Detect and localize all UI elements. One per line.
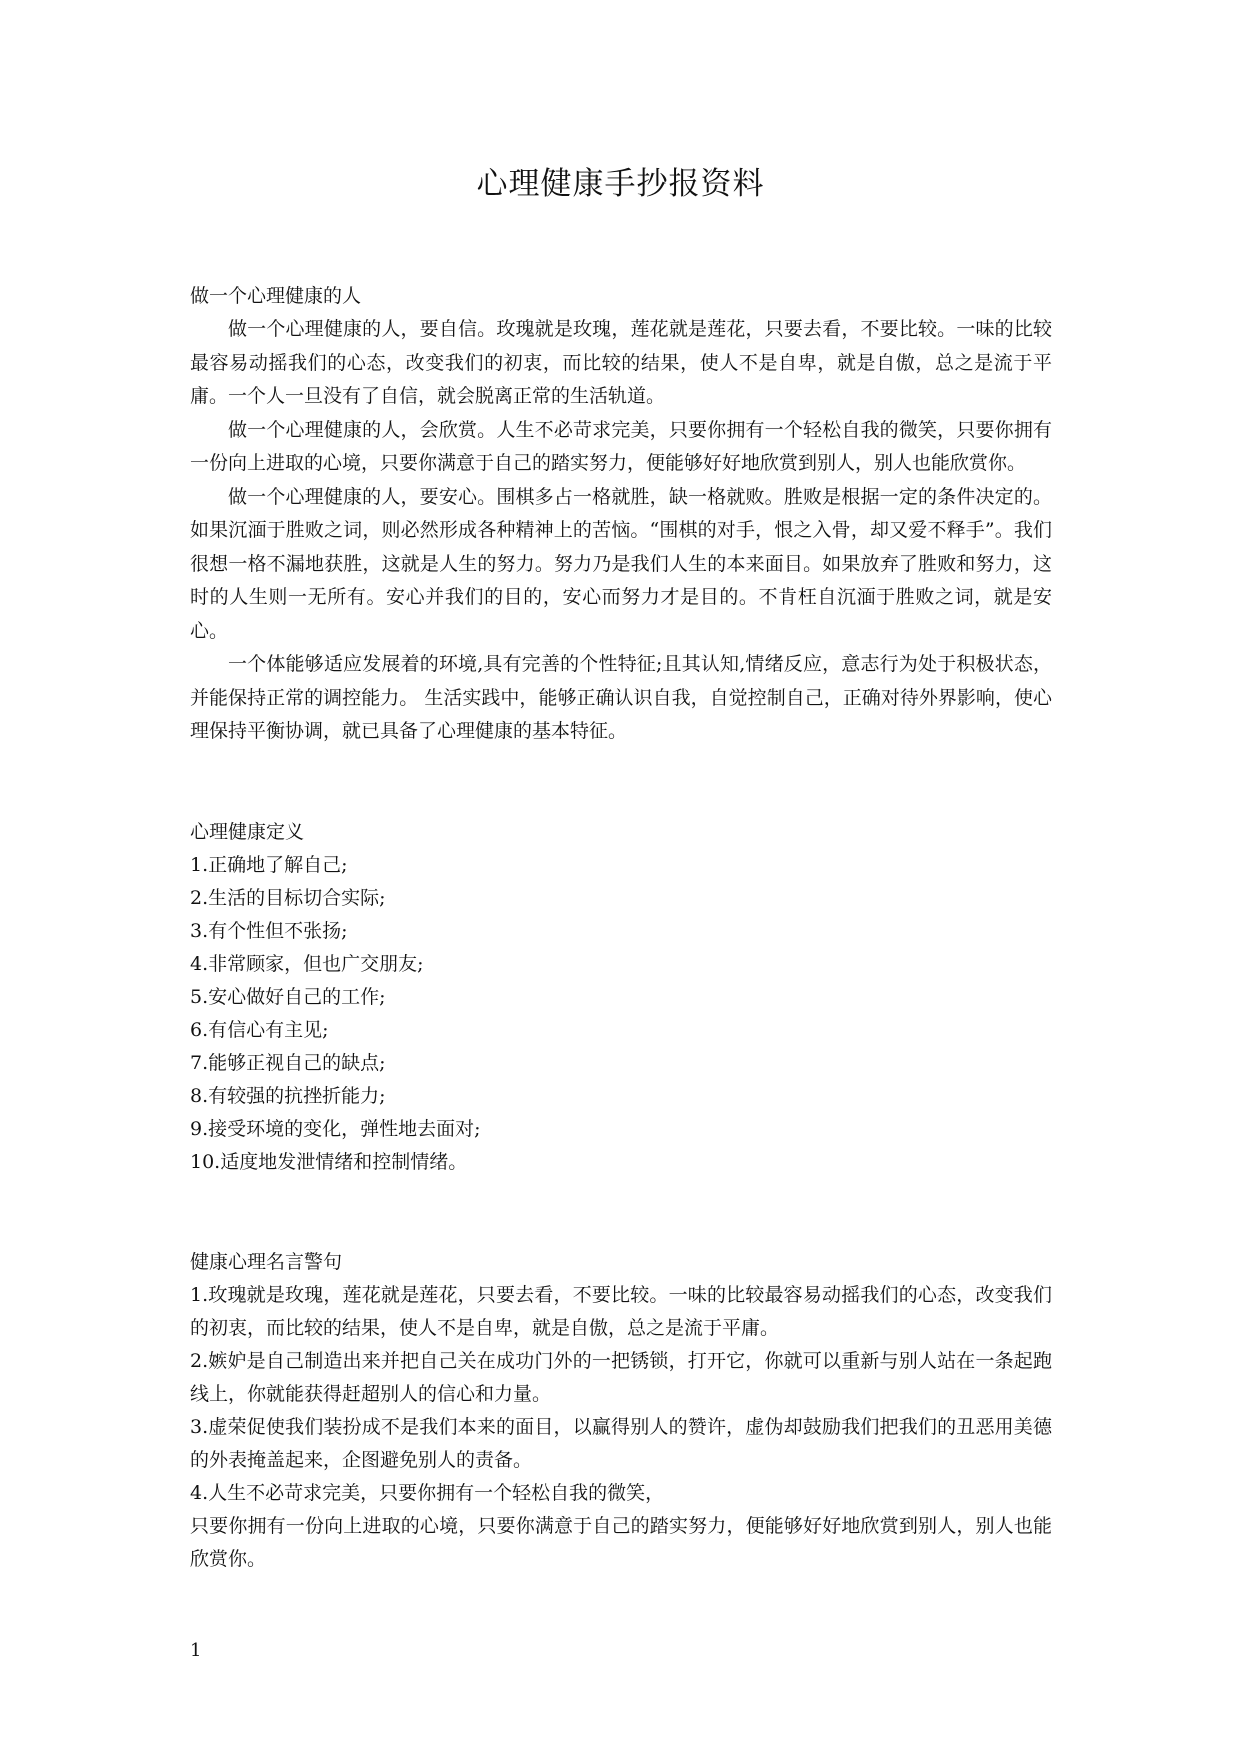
section-definition [190,816,1052,1179]
section-heading: 健康心理名言警句 [190,1250,343,1273]
paragraph: 做一个心理健康的人，会欣赏。人生不必苛求完美，只要你拥有一个轻松自我的微笑，只要你拥有一份向上进取的心境，只要你满意于自己的踏实努力，便能够好好地欣赏到别人，别人也能欣赏你。 [190,418,1052,474]
list-item: 4.人生不必苛求完美，只要你拥有一个轻松自我的微笑， [190,1481,665,1504]
section-heading: 心理健康定义 [190,820,305,843]
section-quotes [190,1246,1052,1576]
section-healthy-person [190,280,1052,749]
list-item: 3.有个性但不张扬; [190,919,348,942]
paragraph: 做一个心理健康的人，要安心。围棋多占一格就胜，缺一格就败。胜败是根据一定的条件决定的。如果沉湎于胜败之词，则必然形成各种精神上的苦恼。“围棋的对手，恨之入骨，却又爱不释手”。我们很想一格不漏地获胜，这就是人生的努力。努力乃是我们人生的本来面目。如果放弃了胜败和努力，这时的人生则一无所有。安心并我们的目的，安心而努力才是目的。不肯枉自沉湎于胜败之词，就是安心。 [190,485,1052,642]
page-title: 心理健康手抄报资料 [476,166,765,202]
page-number: 1 [190,1640,202,1661]
list-item: 7.能够正视自己的缺点; [190,1051,386,1074]
list-item: 6.有信心有主见; [190,1018,329,1041]
list-item: 2.嫉妒是自己制造出来并把自己关在成功门外的一把锈锁，打开它，你就可以重新与别人站在一条起跑线上，你就能获得赶超别人的信心和力量。 [190,1349,1052,1405]
list-item: 4.非常顾家，但也广交朋友; [190,952,424,975]
list-item: 9.接受环境的变化，弹性地去面对; [190,1117,481,1140]
section-spacer [190,749,1052,816]
list-item: 3.虚荣促使我们装扮成不是我们本来的面目，以赢得别人的赞许，虚伪却鼓励我们把我们的丑恶用美德的外表掩盖起来，企图避免别人的责备。 [190,1415,1052,1471]
list-item: 5.安心做好自己的工作; [190,985,386,1008]
paragraph: 一个体能够适应发展着的环境,具有完善的个性特征;且其认知,情绪反应，意志行为处于积极状态，并能保持正常的调控能力。 生活实践中，能够正确认识自我，自觉控制自己，正确对待外界影响，使心理保持平衡协调，就已具备了心理健康的基本特征。 [190,653,1052,742]
list-item: 10.适度地发泄情绪和控制情绪。 [190,1150,468,1173]
section-heading: 做一个心理健康的人 [190,285,362,307]
section-spacer [190,1179,1052,1246]
list-item: 2.生活的目标切合实际; [190,886,386,909]
list-item: 8.有较强的抗挫折能力; [190,1084,386,1107]
list-item: 只要你拥有一份向上进取的心境，只要你满意于自己的踏实努力，便能够好好地欣赏到别人，别人也能欣赏你。 [190,1514,1052,1570]
document-body [190,280,1052,1576]
paragraph: 做一个心理健康的人，要自信。玫瑰就是玫瑰，莲花就是莲花，只要去看，不要比较。一味的比较最容易动摇我们的心态，改变我们的初衷，而比较的结果，使人不是自卑，就是自傲，总之是流于平庸。一个人一旦没有了自信，就会脱离正常的生活轨道。 [190,318,1052,407]
list-item: 1.玫瑰就是玫瑰，莲花就是莲花，只要去看，不要比较。一味的比较最容易动摇我们的心态，改变我们的初衷，而比较的结果，使人不是自卑，就是自傲，总之是流于平庸。 [190,1283,1052,1339]
list-item: 1.正确地了解自己; [190,853,348,876]
